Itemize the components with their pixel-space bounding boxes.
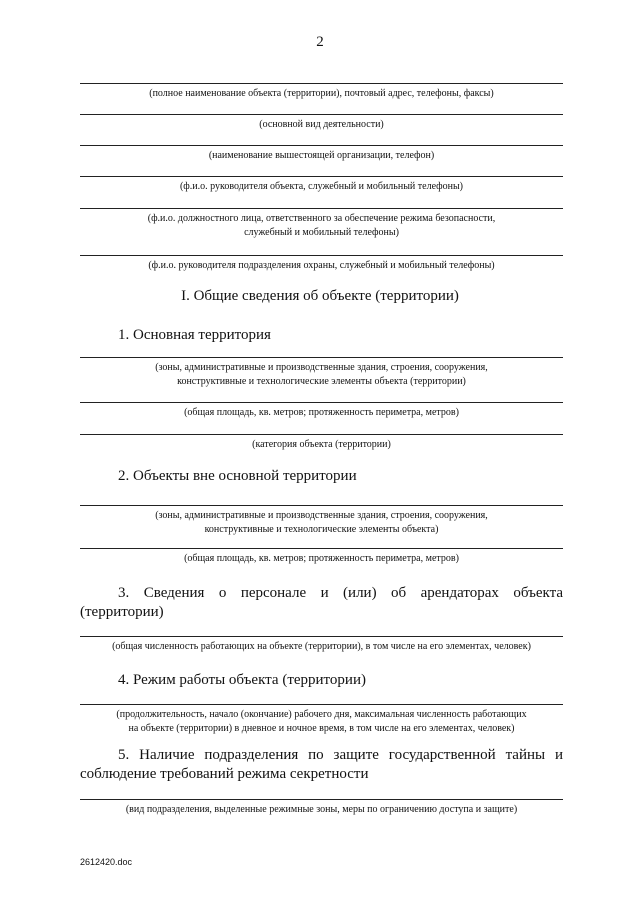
fill-line <box>80 357 563 358</box>
field-caption: (основной вид деятельности) <box>259 119 384 130</box>
fill-line <box>80 114 563 115</box>
field-caption: (ф.и.о. должностного лица, ответственного за обеспечение режима безопасности, <box>147 213 496 224</box>
field-caption: конструктивные и технологические элементы объекта) <box>204 524 439 535</box>
subsection-title: 4. Режим работы объекта (территории) <box>118 672 366 688</box>
page-number: 2 <box>316 34 324 50</box>
fill-line <box>80 704 563 705</box>
subsection-title: 2. Объекты вне основной территории <box>118 468 357 484</box>
field-caption: конструктивные и технологические элементы объекта (территории) <box>177 376 466 387</box>
fill-line <box>80 434 563 435</box>
subsection-title: 3. Сведения о персонале и (или) об арендаторах объекта (территории) <box>80 585 563 620</box>
field-caption: (общая площадь, кв. метров; протяженность периметра, метров) <box>184 407 459 418</box>
field-caption: (общая площадь, кв. метров; протяженность периметра, метров) <box>184 553 459 564</box>
field-caption: (наименование вышестоящей организации, телефон) <box>208 150 435 161</box>
fill-line <box>80 208 563 209</box>
field-caption: (вид подразделения, выделенные режимные зоны, меры по ограничению доступа и защите) <box>125 804 518 815</box>
field-caption: (полное наименование объекта (территории), почтовый адрес, телефоны, факсы) <box>149 88 494 99</box>
field-caption: (зоны, административные и производственные здания, строения, сооружения, <box>155 362 488 373</box>
fill-line <box>80 402 563 403</box>
document-filename: 2612420.doc <box>80 857 133 867</box>
fill-line <box>80 145 563 146</box>
field-caption: (ф.и.о. руководителя объекта, служебный и мобильный телефоны) <box>179 181 464 192</box>
field-caption: (продолжительность, начало (окончание) рабочего дня, максимальная численность работающих <box>116 709 527 720</box>
fill-line <box>80 176 563 177</box>
field-caption: на объекте (территории) в дневное и ночное время, в том числе на его элементах, человек) <box>128 723 515 734</box>
fill-line <box>80 636 563 637</box>
subsection-title: 5. Наличие подразделения по защите государственной тайны и соблюдение требований режима секретности <box>80 747 563 782</box>
subsection-title: 1. Основная территория <box>118 327 271 343</box>
section-title: I. Общие сведения об объекте (территории) <box>181 288 459 304</box>
fill-line <box>80 799 563 800</box>
field-caption: служебный и мобильный телефоны) <box>244 227 399 238</box>
field-caption: (ф.и.о. руководителя подразделения охраны, служебный и мобильный телефоны) <box>148 260 495 271</box>
fill-line <box>80 505 563 506</box>
field-caption: (категория объекта (территории) <box>252 439 391 450</box>
fill-line <box>80 83 563 84</box>
fill-line <box>80 255 563 256</box>
field-caption: (общая численность работающих на объекте (территории), в том числе на его элементах, человек) <box>112 641 531 652</box>
field-caption: (зоны, административные и производственные здания, строения, сооружения, <box>155 510 488 521</box>
fill-line <box>80 548 563 549</box>
